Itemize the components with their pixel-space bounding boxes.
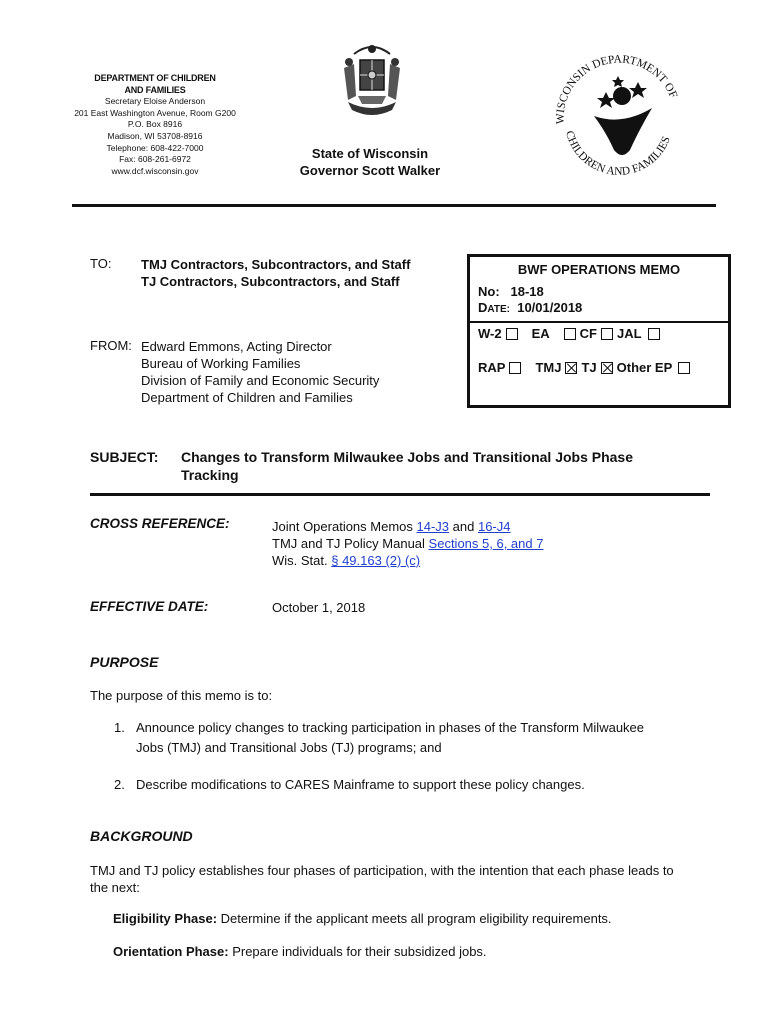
from-sender — [141, 338, 379, 406]
memo-number-label: No: — [478, 284, 500, 299]
background-heading: BACKGROUND — [90, 828, 193, 844]
xref-manual-prefix: TMJ and TJ Policy Manual — [272, 536, 429, 551]
from-line-4: Department of Children and Families — [141, 390, 353, 405]
operations-memo-box — [467, 254, 731, 408]
website: www.dcf.wisconsin.gov — [111, 165, 199, 176]
orientation-phase-label: Orientation Phase: — [113, 944, 229, 959]
xref-statute-prefix: Wis. Stat. — [272, 553, 332, 568]
eligibility-phase-label: Eligibility Phase: — [113, 911, 218, 926]
department-name-line1: DEPARTMENT OF CHILDREN — [94, 73, 216, 83]
cross-reference-line-3 — [272, 552, 543, 569]
orientation-phase-text: Prepare individuals for their subsidized jobs. — [228, 944, 487, 959]
checkbox-label-cf: CF — [579, 326, 597, 341]
city-state-zip: Madison, WI 53708-8916 — [107, 130, 203, 141]
purpose-item-2-number: 2. — [114, 777, 125, 792]
from-line-1: Edward Emmons, Acting Director — [141, 339, 332, 354]
from-label: FROM: — [90, 338, 132, 353]
governor-name: Governor Scott Walker — [299, 163, 441, 178]
purpose-item-2-text: Describe modifications to CARES Mainframe to support these policy changes. — [136, 777, 585, 792]
logo-text-top: WISCONSIN DEPARTMENT OF — [554, 53, 680, 125]
memo-14-j3-link[interactable]: 14-J3 — [416, 519, 450, 534]
cross-reference-line-2 — [272, 535, 543, 552]
cross-reference-line-1 — [272, 518, 543, 535]
to-line-1: TMJ Contractors, Subcontractors, and Staff — [141, 257, 411, 272]
subject-text: Changes to Transform Milwaukee Jobs and Transitional Jobs Phase Tracking — [181, 449, 634, 483]
background-paragraph: TMJ and TJ policy establishes four phases of participation, with the intention that each phase leads to the next: — [90, 863, 674, 895]
subject-label: SUBJECT: — [90, 449, 159, 465]
secretary-name: Secretary Eloise Anderson — [104, 96, 206, 107]
checkbox-label-jal: JAL — [616, 326, 642, 341]
logo-text-bottom: CHILDREN AND FAMILIES — [562, 129, 673, 178]
checkbox-label-other-ep: Other EP — [616, 360, 673, 375]
memo-date-value: 10/01/2018 — [517, 300, 583, 315]
memo-date — [478, 300, 582, 315]
street-address: 201 East Washington Avenue, Room G200 — [74, 107, 236, 118]
to-label: TO: — [90, 256, 112, 271]
effective-date-label: EFFECTIVE DATE: — [90, 599, 209, 614]
checkbox-w2[interactable] — [506, 328, 518, 340]
eligibility-phase — [113, 911, 612, 926]
xref-and: and — [449, 519, 478, 534]
checkbox-label-tj: TJ — [581, 360, 597, 375]
checkbox-cf[interactable] — [601, 328, 613, 340]
memo-title: BWF OPERATIONS MEMO — [517, 262, 681, 277]
purpose-heading: PURPOSE — [90, 654, 159, 670]
state-governor-heading — [270, 145, 470, 179]
memo-date-label-rest: ATE: — [487, 304, 510, 315]
checkbox-label-w2: W-2 — [478, 326, 502, 341]
program-checkbox-row-2 — [478, 360, 694, 375]
xref-memos-prefix: Joint Operations Memos — [272, 519, 417, 534]
checkbox-other-ep[interactable] — [678, 362, 690, 374]
orientation-phase — [113, 944, 487, 959]
checkbox-ea[interactable] — [564, 328, 576, 340]
purpose-item-1-number: 1. — [114, 720, 125, 735]
effective-date-value: October 1, 2018 — [272, 600, 366, 615]
memo-box-divider — [470, 321, 728, 323]
purpose-item-2 — [114, 777, 714, 792]
department-name-line2: AND FAMILIES — [124, 84, 186, 95]
purpose-item-1-line-1: Announce policy changes to tracking participation in phases of the Transform Milwaukee — [136, 720, 645, 735]
eligibility-phase-text: Determine if the applicant meets all program eligibility requirements. — [217, 911, 612, 926]
memo-date-label-initial: D — [478, 300, 488, 315]
fax: Fax: 608-261-6972 — [119, 154, 191, 165]
checkbox-rap[interactable] — [509, 362, 521, 374]
purpose-item-1-line-2: Jobs (TMJ) and Transitional Jobs (TJ) programs; and — [136, 740, 442, 755]
manual-sections-link[interactable]: Sections 5, 6, and 7 — [428, 536, 544, 551]
checkbox-label-tmj: TMJ — [535, 360, 562, 375]
checkbox-label-ea: EA — [531, 326, 550, 341]
telephone: Telephone: 608-422-7000 — [106, 142, 204, 153]
header-divider — [72, 204, 716, 207]
to-recipients — [141, 256, 410, 290]
from-line-3: Division of Family and Economic Security — [141, 373, 380, 388]
po-box: P.O. Box 8916 — [127, 119, 183, 130]
checkbox-tj-checked[interactable] — [601, 362, 613, 374]
to-line-2: TJ Contractors, Subcontractors, and Staff — [141, 274, 400, 289]
dcf-logo-icon — [548, 52, 684, 188]
statute-link[interactable]: § 49.163 (2) (c) — [331, 553, 421, 568]
checkbox-jal[interactable] — [648, 328, 660, 340]
subject-divider — [90, 493, 710, 496]
cross-reference-label: CROSS REFERENCE: — [90, 516, 230, 531]
checkbox-tmj-checked[interactable] — [565, 362, 577, 374]
checkbox-label-rap: RAP — [478, 360, 506, 375]
state-name: State of Wisconsin — [311, 146, 429, 161]
state-seal-icon — [334, 40, 410, 124]
purpose-intro: The purpose of this memo is to: — [90, 688, 273, 703]
memo-number — [478, 284, 544, 299]
program-checkbox-row-1 — [478, 326, 664, 341]
department-address-block — [60, 73, 250, 177]
purpose-item-1 — [114, 718, 714, 758]
memo-number-value: 18-18 — [510, 284, 544, 299]
cross-reference-list — [272, 518, 543, 569]
from-line-2: Bureau of Working Families — [141, 356, 301, 371]
memo-16-j4-link[interactable]: 16-J4 — [477, 519, 511, 534]
